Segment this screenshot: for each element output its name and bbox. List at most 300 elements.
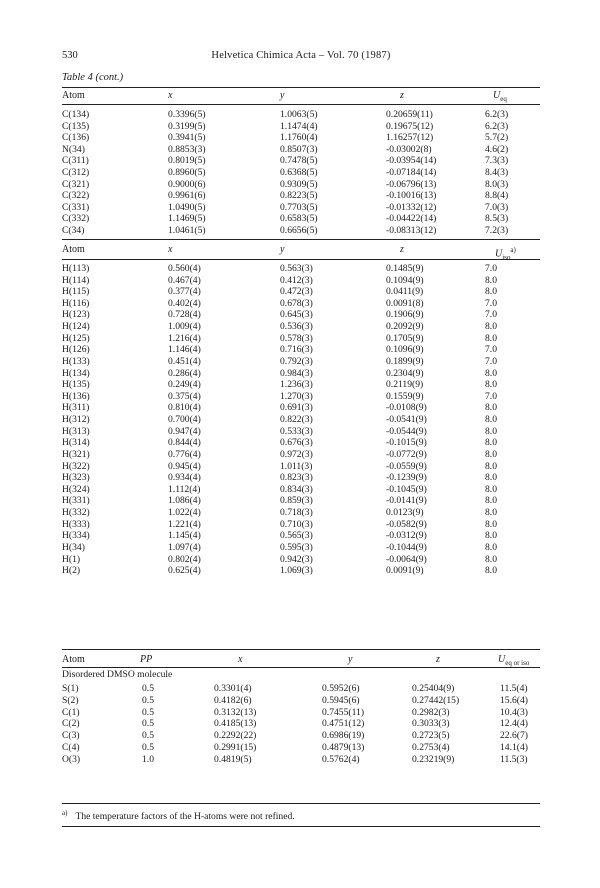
column-header: Atom: [62, 244, 85, 255]
table-cell: 8.0: [485, 495, 497, 507]
table-cell: 0.6656(5): [280, 225, 318, 236]
table-cell: 1.1760(4): [280, 132, 318, 144]
column-header: x: [238, 654, 243, 665]
table-cell: 0.3033(3): [412, 718, 450, 730]
table-cell: 0.2092(9): [386, 321, 424, 333]
table-cell: 8.0: [485, 402, 497, 414]
table-cell: 0.823(3): [280, 472, 313, 484]
table-cell: 0.5: [142, 718, 154, 730]
table-cell: -0.0559(9): [386, 460, 427, 472]
table3-header: [0, 654, 600, 666]
column-header: y: [348, 654, 353, 665]
table-cell: 0.27442(15): [412, 694, 460, 706]
table-cell: 0.0091(9): [386, 565, 424, 577]
column-header-u: $U_{eq}$: [493, 90, 507, 103]
table-cell: 0.822(3): [280, 414, 313, 426]
table-cell: 11.5(4): [500, 683, 528, 694]
table-cell: 0.536(3): [280, 321, 313, 333]
table-cell: 0.402(4): [168, 297, 201, 309]
table-row: [0, 298, 600, 310]
table-row: [0, 754, 600, 766]
table-cell: 11.5(3): [500, 753, 528, 765]
table-cell: 0.2991(15): [214, 742, 257, 753]
journal-title: Helvetica Chimica Acta – Vol. 70 (1987): [211, 50, 391, 61]
table-cell: H(2): [62, 565, 81, 577]
table-cell: 1.069(3): [280, 565, 313, 577]
table-cell: 8.0(3): [485, 178, 509, 190]
table-cell: 0.5: [142, 706, 154, 718]
table-cell: 4.6(2): [485, 143, 509, 155]
table-cell: H(323): [62, 472, 90, 484]
table-cell: C(1): [62, 706, 80, 718]
table-cell: 8.0: [485, 472, 497, 484]
table-cell: 0.7455(11): [322, 706, 365, 718]
table-cell: 0.942(3): [280, 553, 313, 565]
table-row: [0, 167, 600, 179]
table-cell: 1.0: [142, 753, 154, 765]
table-cell: 8.0: [485, 541, 497, 553]
table-rule: [62, 239, 540, 240]
table-cell: 8.0: [485, 286, 497, 298]
table-cell: H(126): [62, 344, 90, 356]
table-cell: 0.8019(5): [168, 155, 206, 167]
table-cell: 1.0461(5): [168, 225, 206, 236]
table-cell: 8.0: [485, 518, 497, 530]
table-row: [0, 225, 600, 237]
table-rule: [62, 87, 540, 88]
table-cell: -0.1044(9): [386, 541, 427, 553]
table-row: [0, 391, 600, 403]
table-row: [0, 132, 600, 144]
table-cell: 0.3941(5): [168, 132, 206, 144]
table-cell: 8.0: [485, 379, 497, 391]
table-row: [0, 333, 600, 345]
table-cell: H(133): [62, 355, 90, 367]
table-cell: 0.25404(9): [412, 683, 455, 694]
table-cell: C(331): [62, 201, 90, 213]
table-cell: 7.0: [485, 309, 497, 321]
table-row: [0, 742, 600, 754]
table-cell: 12.4(4): [500, 718, 528, 730]
table-cell: 7.3(3): [485, 155, 509, 167]
table-cell: 1.022(4): [168, 507, 201, 519]
table-cell: C(322): [62, 190, 90, 202]
table-row: [0, 565, 600, 577]
table-cell: H(135): [62, 379, 90, 391]
table-cell: C(2): [62, 718, 80, 730]
column-header: z: [400, 244, 404, 255]
table-cell: 0.377(4): [168, 286, 201, 298]
table-cell: 0.676(3): [280, 437, 313, 449]
column-header: x: [168, 244, 173, 255]
table-cell: H(123): [62, 309, 90, 321]
table-row: [0, 202, 600, 214]
table-cell: -0.0772(9): [386, 448, 427, 460]
table-cell: 10.4(3): [500, 706, 528, 718]
table-row: [0, 437, 600, 449]
table-cell: H(322): [62, 460, 90, 472]
table-row: [0, 414, 600, 426]
table-row: [0, 286, 600, 298]
table-cell: 0.0411(9): [386, 286, 424, 298]
table-cell: -0.04422(14): [386, 213, 437, 225]
table-cell: 8.0: [485, 483, 497, 495]
table-row: [0, 472, 600, 484]
table-cell: 1.1474(4): [280, 120, 318, 132]
table-cell: 0.563(3): [280, 263, 313, 274]
table-row: [0, 275, 600, 287]
table-cell: 0.2723(5): [412, 730, 450, 742]
table-row: [0, 484, 600, 496]
table-cell: 8.5(3): [485, 213, 509, 225]
table-cell: C(332): [62, 213, 90, 225]
table-cell: 0.4185(13): [214, 718, 257, 730]
table-cell: 5.7(2): [485, 132, 509, 144]
table-cell: H(311): [62, 402, 90, 414]
table-row: [0, 542, 600, 554]
table-row: [0, 179, 600, 191]
table-cell: 1.011(3): [280, 460, 313, 472]
table-cell: 0.1906(9): [386, 309, 424, 321]
table-row: [0, 707, 600, 719]
table1-header: [0, 90, 600, 102]
table-row: [0, 695, 600, 707]
table-cell: 7.0: [485, 355, 497, 367]
table-cell: 7.0: [485, 297, 497, 309]
table-cell: 0.947(4): [168, 425, 201, 437]
column-header: y: [280, 244, 285, 255]
table-cell: 0.8853(3): [168, 143, 206, 155]
table-cell: H(34): [62, 541, 85, 553]
table-row: [0, 519, 600, 531]
footnote-mark: a): [62, 809, 68, 817]
table-cell: 0.565(3): [280, 530, 313, 542]
table-row: [0, 155, 600, 167]
table-cell: 0.945(4): [168, 460, 201, 472]
table-cell: -0.0312(9): [386, 530, 427, 542]
table-row: [0, 683, 600, 695]
table-rule: [62, 649, 540, 650]
table-cell: 0.5: [142, 742, 154, 753]
table-cell: C(312): [62, 167, 90, 178]
table-row: [0, 402, 600, 414]
table-row: [0, 730, 600, 742]
table-cell: 8.0: [485, 507, 497, 519]
table-cell: H(136): [62, 390, 90, 402]
table-cell: 0.2292(22): [214, 730, 257, 742]
table-row: [0, 263, 600, 275]
table-cell: 0.691(3): [280, 402, 313, 414]
table-cell: -0.0541(9): [386, 414, 427, 426]
table-cell: 8.0: [485, 425, 497, 437]
table-cell: 1.086(4): [168, 495, 201, 507]
table-row: [0, 495, 600, 507]
table-cell: 1.221(4): [168, 518, 201, 530]
table-row: [0, 321, 600, 333]
table-row: [0, 461, 600, 473]
table-rule: [62, 104, 540, 105]
table-cell: 0.2982(3): [412, 706, 450, 718]
table-cell: 8.0: [485, 553, 497, 565]
table-row: [0, 507, 600, 519]
table-cell: 0.0123(9): [386, 507, 424, 519]
table-row: [0, 144, 600, 156]
table-cell: 0.9309(5): [280, 178, 318, 190]
table-cell: 0.5: [142, 730, 154, 742]
table-row: [0, 121, 600, 133]
column-header: y: [280, 90, 285, 101]
table-cell: 0.1485(9): [386, 263, 424, 274]
table-cell: 0.802(4): [168, 553, 201, 565]
section-label: Disordered DMSO molecule: [62, 669, 173, 680]
table-cell: 0.5762(4): [322, 753, 360, 765]
table-row: [0, 109, 600, 121]
table-cell: 8.0: [485, 530, 497, 542]
table-cell: H(324): [62, 483, 90, 495]
table-cell: H(113): [62, 263, 90, 274]
table-cell: 0.23219(9): [412, 753, 455, 765]
table-cell: 1.146(4): [168, 344, 201, 356]
table-cell: 6.2(3): [485, 120, 509, 132]
table-cell: H(114): [62, 274, 90, 286]
table-cell: 0.1094(9): [386, 274, 424, 286]
table-row: [0, 718, 600, 730]
table-cell: 0.859(3): [280, 495, 313, 507]
table-cell: 8.0: [485, 274, 497, 286]
table-cell: 0.3396(5): [168, 109, 206, 120]
table-cell: 0.6368(5): [280, 167, 318, 178]
table-cell: -0.03954(14): [386, 155, 437, 167]
table-row: [0, 379, 600, 391]
table-cell: 0.6986(19): [322, 730, 365, 742]
table-cell: H(331): [62, 495, 90, 507]
table-cell: 0.375(4): [168, 390, 201, 402]
table-cell: 0.810(4): [168, 402, 201, 414]
table-cell: H(334): [62, 530, 90, 542]
table-cell: 8.0: [485, 460, 497, 472]
column-header: z: [400, 90, 404, 101]
table-cell: 0.1096(9): [386, 344, 424, 356]
table-cell: 0.8960(5): [168, 167, 206, 178]
table-cell: 1.1469(5): [168, 213, 206, 225]
table-cell: 0.578(3): [280, 332, 313, 344]
table-cell: 1.112(4): [168, 483, 201, 495]
table-cell: -0.10016(13): [386, 190, 437, 202]
table-cell: H(134): [62, 367, 90, 379]
table-cell: 0.249(4): [168, 379, 201, 391]
table-caption: Table 4 (cont.): [62, 72, 124, 83]
table-cell: 0.776(4): [168, 448, 201, 460]
table-cell: 0.625(4): [168, 565, 201, 577]
table-cell: -0.0108(9): [386, 402, 427, 414]
table-rule: [62, 826, 540, 827]
table-cell: 0.3301(4): [214, 683, 252, 694]
table-cell: S(2): [62, 694, 79, 706]
table-cell: 8.0: [485, 332, 497, 344]
table-cell: H(116): [62, 297, 90, 309]
table-row: [0, 190, 600, 202]
table-cell: C(34): [62, 225, 85, 236]
table-cell: 0.728(4): [168, 309, 201, 321]
table-cell: -0.0544(9): [386, 425, 427, 437]
table-cell: 8.0: [485, 437, 497, 449]
table-cell: 7.0: [485, 263, 497, 274]
table-cell: -0.01332(12): [386, 201, 437, 213]
table-cell: 0.2753(4): [412, 742, 450, 753]
table-row: [0, 344, 600, 356]
table-cell: C(321): [62, 178, 90, 190]
table-cell: 0.6583(5): [280, 213, 318, 225]
table-cell: 1.0063(5): [280, 109, 318, 120]
table-rule: [62, 667, 540, 668]
table-cell: C(134): [62, 109, 90, 120]
table-cell: 0.972(3): [280, 448, 313, 460]
table-cell: 0.595(3): [280, 541, 313, 553]
table-cell: 0.3199(5): [168, 120, 206, 132]
table-cell: 0.678(3): [280, 297, 313, 309]
table-cell: H(333): [62, 518, 90, 530]
table-cell: 1.009(4): [168, 321, 201, 333]
table-cell: -0.06796(13): [386, 178, 437, 190]
table-cell: 0.19675(12): [386, 120, 434, 132]
table-cell: -0.1015(9): [386, 437, 427, 449]
footnote: [62, 809, 295, 822]
table-row: [0, 356, 600, 368]
table-cell: -0.07184(14): [386, 167, 437, 178]
table-cell: 0.451(4): [168, 355, 201, 367]
column-header: x: [168, 90, 173, 101]
table-cell: 0.716(3): [280, 344, 313, 356]
table-cell: 15.6(4): [500, 694, 528, 706]
table-row: [0, 554, 600, 566]
table-cell: 0.5952(6): [322, 683, 360, 694]
table-cell: 0.792(3): [280, 355, 313, 367]
table-cell: 8.4(3): [485, 167, 509, 178]
table-cell: 0.9000(6): [168, 178, 206, 190]
table-cell: 0.984(3): [280, 367, 313, 379]
table-cell: H(312): [62, 414, 90, 426]
table-cell: 0.834(3): [280, 483, 313, 495]
table-cell: -0.08313(12): [386, 225, 437, 236]
table-cell: 0.4819(5): [214, 753, 252, 765]
table-cell: 1.236(3): [280, 379, 313, 391]
table-cell: H(332): [62, 507, 90, 519]
table-cell: C(4): [62, 742, 80, 753]
table-cell: 0.5: [142, 694, 154, 706]
table-rule: [62, 259, 540, 260]
table-cell: 0.645(3): [280, 309, 313, 321]
table-cell: -0.1045(9): [386, 483, 427, 495]
table-cell: 0.2119(9): [386, 379, 424, 391]
table-cell: 8.0: [485, 321, 497, 333]
table-cell: 0.7703(5): [280, 201, 318, 213]
table-cell: 0.560(4): [168, 263, 201, 274]
table-row: [0, 368, 600, 380]
table-cell: H(124): [62, 321, 90, 333]
table-cell: C(3): [62, 730, 80, 742]
table-cell: C(311): [62, 155, 89, 167]
table-row: [0, 309, 600, 321]
table-cell: 7.0(3): [485, 201, 509, 213]
table-cell: H(313): [62, 425, 90, 437]
table-cell: 7.2(3): [485, 225, 509, 236]
table-cell: 0.286(4): [168, 367, 201, 379]
table-cell: 0.5945(6): [322, 694, 360, 706]
table-row: [0, 426, 600, 438]
table-cell: 0.700(4): [168, 414, 201, 426]
table-cell: 0.3132(13): [214, 706, 257, 718]
table-cell: -0.0582(9): [386, 518, 427, 530]
table-cell: 8.8(4): [485, 190, 509, 202]
table-cell: O(3): [62, 753, 81, 765]
table-cell: 0.467(4): [168, 274, 201, 286]
table-cell: -0.0064(9): [386, 553, 427, 565]
table-cell: 0.8223(5): [280, 190, 318, 202]
column-header-u: $U_{iso}^{a)}$: [495, 246, 516, 262]
table-cell: 8.0: [485, 367, 497, 379]
footnote-text: The temperature factors of the H-atoms were not refined.: [75, 811, 295, 822]
table-cell: 0.934(4): [168, 472, 201, 484]
column-header: Atom: [62, 90, 85, 101]
table-cell: 0.844(4): [168, 437, 201, 449]
column-header-u: $U_{eq or iso}$: [498, 654, 530, 667]
table-cell: 0.0091(8): [386, 297, 424, 309]
table-cell: 0.5: [142, 683, 154, 694]
column-header: PP: [140, 654, 153, 665]
table-cell: -0.1239(9): [386, 472, 427, 484]
table-row: [0, 530, 600, 542]
page-number: 530: [62, 50, 78, 61]
table-cell: 0.4879(13): [322, 742, 365, 753]
table-cell: 1.270(3): [280, 390, 313, 402]
table2-header: [0, 244, 600, 262]
table-cell: 0.1559(9): [386, 390, 424, 402]
table-cell: H(1): [62, 553, 81, 565]
table-row: [0, 213, 600, 225]
column-header: z: [436, 654, 440, 665]
table-cell: 1.16257(12): [386, 132, 434, 144]
table-cell: 6.2(3): [485, 109, 509, 120]
table-cell: 7.0: [485, 390, 497, 402]
column-header: Atom: [62, 654, 85, 665]
table-cell: N(34): [62, 143, 85, 155]
table-cell: H(314): [62, 437, 90, 449]
table-cell: 0.533(3): [280, 425, 313, 437]
table-cell: 0.1899(9): [386, 355, 424, 367]
table-cell: 0.412(3): [280, 274, 313, 286]
table-cell: S(1): [62, 683, 79, 694]
table-cell: 0.9961(6): [168, 190, 206, 202]
table-cell: 14.1(4): [500, 742, 528, 753]
table-cell: 8.0: [485, 414, 497, 426]
table-cell: 0.4751(12): [322, 718, 365, 730]
table-cell: H(321): [62, 448, 90, 460]
table-cell: -0.03002(8): [386, 143, 432, 155]
table-cell: 0.2304(9): [386, 367, 424, 379]
table-cell: 0.710(3): [280, 518, 313, 530]
table-cell: 0.7478(5): [280, 155, 318, 167]
table-cell: C(135): [62, 120, 90, 132]
table-cell: H(115): [62, 286, 90, 298]
table-cell: H(125): [62, 332, 90, 344]
table-cell: 1.097(4): [168, 541, 201, 553]
table-cell: 8.0: [485, 565, 497, 577]
table-cell: 0.1705(9): [386, 332, 424, 344]
table-cell: 0.472(3): [280, 286, 313, 298]
table-cell: 8.0: [485, 448, 497, 460]
table-cell: 1.145(4): [168, 530, 201, 542]
table-cell: -0.0141(9): [386, 495, 427, 507]
